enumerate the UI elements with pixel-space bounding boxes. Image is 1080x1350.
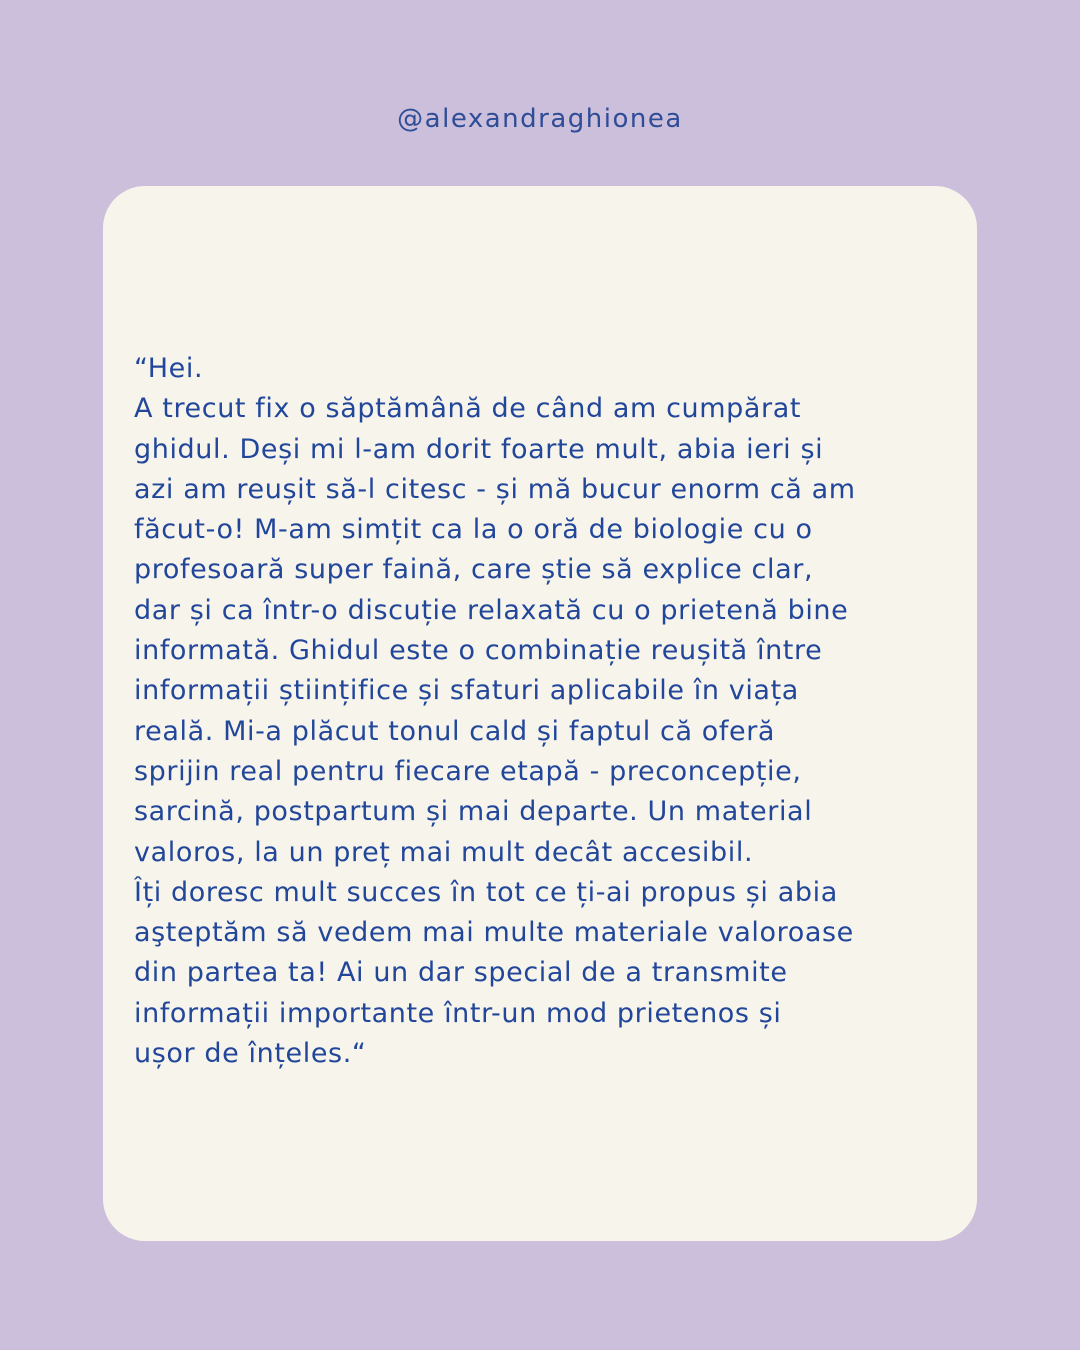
testimonial-line: ghidul. Deși mi l-am dorit foarte mult, abia ieri și (134, 433, 824, 465)
testimonial-line: ușor de înțeles.“ (134, 1038, 367, 1070)
testimonial-line: profesoară super faină, care știe să explice clar, (134, 554, 814, 586)
testimonial-line: “Hei. (134, 353, 204, 384)
testimonial-line: informată. Ghidul este o combinație reușită între (134, 635, 823, 667)
testimonial-line: valoros, la un preț mai mult decât accesibil. (134, 836, 754, 868)
testimonial-line: A trecut fix o săptămână de când am cumpărat (134, 393, 802, 425)
testimonial-line: informații științifice și sfaturi aplicabile în viața (134, 675, 799, 707)
testimonial-line: azi am reușit să-l citesc - și mă bucur enorm că am (134, 473, 856, 505)
testimonial-line: făcut-o! M-am simțit ca la o oră de biologie cu o (134, 514, 813, 546)
testimonial-text (134, 349, 954, 1074)
testimonial-line: informații importante într-un mod prietenos și (134, 997, 782, 1029)
testimonial-line: Îți doresc mult succes în tot ce ți-ai propus și abia (134, 876, 838, 908)
testimonial-line: dar și ca într-o discuție relaxată cu o prietenă bine (134, 594, 849, 626)
testimonial-card (103, 186, 977, 1241)
author-handle: @alexandraghionea (397, 104, 683, 134)
testimonial-line: sprijin real pentru fiecare etapă - preconcepție, (134, 755, 802, 787)
testimonial-line: aşteptăm să vedem mai multe materiale valoroase (134, 917, 854, 949)
testimonial-line: sarcină, postpartum și mai departe. Un material (134, 796, 813, 828)
testimonial-line: din partea ta! Ai un dar special de a transmite (134, 957, 788, 989)
testimonial-line: reală. Mi-a plăcut tonul cald și faptul că oferă (134, 715, 776, 747)
